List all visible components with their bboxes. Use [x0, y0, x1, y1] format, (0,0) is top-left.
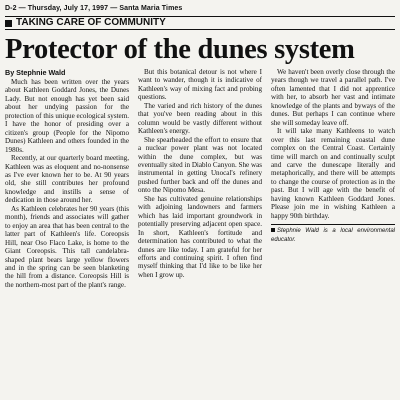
paragraph: We haven't been overly close through the years though we travel a parallel path. I've often lamented that I did not apprentice with her, to absorb her vast and intimate knowledge of the plants and byways of the dunes. But perhaps I can continue where she will someday leave off. — [271, 68, 395, 127]
paragraph: Much has been written over the years about Kathleen Goddard Jones, the Dunes Lady. But not enough has yet been said about her undying passion for the protection of this unique ecological system. I have the honor of presiding over a citizen's group (People for the Nipomo Dunes) Kathleen and others founded in the 1980s. — [5, 78, 129, 154]
article-body — [5, 68, 395, 289]
bio-square-icon — [271, 228, 275, 232]
page-folio: D-2 — Thursday, July 17, 1997 — Santa Maria Times — [5, 5, 183, 12]
author-bio — [271, 224, 395, 244]
column-1 — [5, 68, 129, 289]
paragraph: As Kathleen celebrates her 90 years (this month), friends and associates will gather to enjoy an area that has been central to the latter part of Kathleen's life. Coreopsis Hill, near Oso Flaco Lake, is home to the Giant Coreopsis. This tall candelabra-shaped plant bears large yellow flowers and in the spring can be seen blanketing the hill from a distance. Coreopsis Hill is the northern-most part of the plant's range. — [5, 204, 129, 289]
column-3 — [271, 68, 395, 289]
paragraph: But this botanical detour is not where I want to wander, though it is indicative of Kathleen's way of mixing fact and probing questions. — [138, 68, 262, 102]
section-kicker-bar — [5, 16, 395, 30]
paragraph: Recently, at our quarterly board meeting, Kathleen was as eloquent and no-nonsense as I've ever known her to be. At 90 years old, she still contributes her profound knowledge and instills a sense of dedication in those around her. — [5, 154, 129, 205]
paragraph: She spearheaded the effort to ensure that a nuclear power plant was not located within the dune complex, but was eventually sited in Diablo Canyon. She was instrumental in getting Unocal's refinery pushed further back and off the dunes and onto the Nipomo Mesa. — [138, 135, 262, 195]
article-headline: Protector of the dunes system — [5, 34, 355, 65]
column-2 — [138, 68, 262, 289]
article-byline: By Stephnie Wald — [5, 68, 66, 77]
section-kicker: TAKING CARE OF COMMUNITY — [16, 17, 166, 28]
author-bio-text: Stephnie Wald is a local environmental educator. — [271, 228, 395, 244]
paragraph: The varied and rich history of the dunes that you've been reading about in this column would be vastly different without Kathleen's energy. — [138, 101, 262, 136]
paragraph: She has cultivated genuine relationships with adjoining landowners and farmers which has laid important groundwork in potentially preserving adjacent open space. In short, Kathleen's fortitude and determination has contributed to what the dunes are like today. I am grateful for her efforts and continuing spirit. I often find myself thinking that I'd like to be like her when I grow up. — [138, 194, 262, 279]
paragraph: It will take many Kathleens to watch over this last remaining coastal dune complex on the Central Coast. Certainly time will march on and continually sculpt and carve the dunescape literally and metaphorically, and there will be attempts to change the course of protection as in the past. But I will age with the benefit of having known Kathleen Goddard Jones. Please join me in wishing Kathleen a happy 90th birthday. — [271, 127, 395, 220]
kicker-square-icon — [5, 20, 12, 27]
